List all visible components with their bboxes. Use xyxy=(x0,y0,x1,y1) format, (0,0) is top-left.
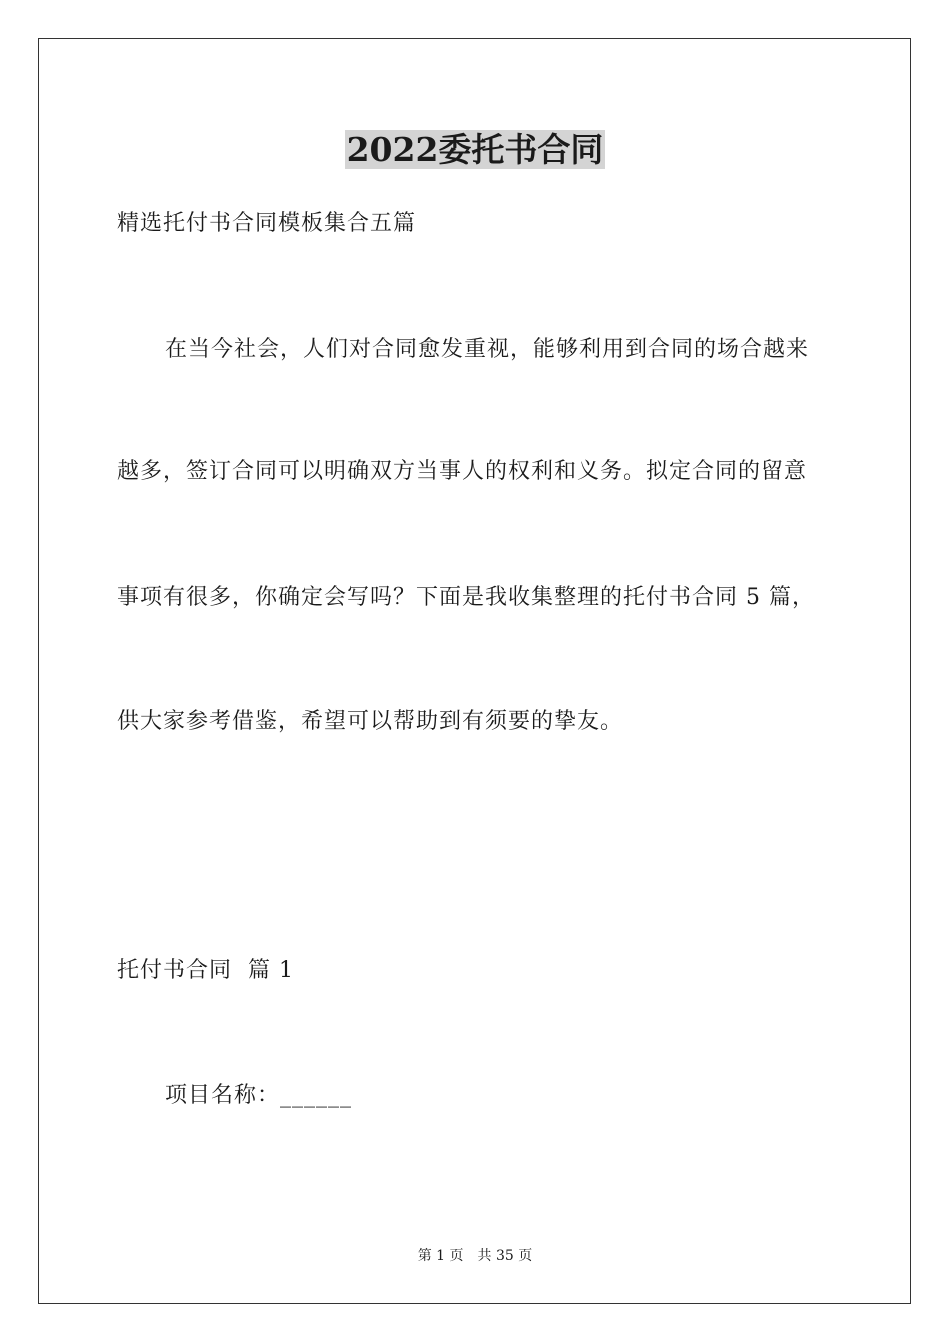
intro-line-1: 在当今社会，人们对合同愈发重视，能够利用到合同的场合越来 xyxy=(165,337,810,362)
intro-line-3: 事项有很多，你确定会写吗？下面是我收集整理的托付书合同 5 篇， xyxy=(117,585,815,610)
page-footer xyxy=(0,1246,950,1266)
document-title xyxy=(0,128,950,172)
page-number-current: 第 1 页 xyxy=(417,1248,464,1264)
page-number-total: 共 35 页 xyxy=(477,1248,533,1264)
intro-line-4: 供大家参考借鉴，希望可以帮助到有须要的挚友。 xyxy=(117,709,624,734)
intro-line-2: 越多，签订合同可以明确双方当事人的权利和义务。拟定合同的留意 xyxy=(117,459,808,484)
document-title-text: 2022委托书合同 xyxy=(346,130,604,169)
project-name-field: 项目名称：______ xyxy=(165,1083,353,1108)
document-subtitle: 精选托付书合同模板集合五篇 xyxy=(117,211,417,236)
section-heading: 托付书合同 篇 1 xyxy=(117,958,294,983)
